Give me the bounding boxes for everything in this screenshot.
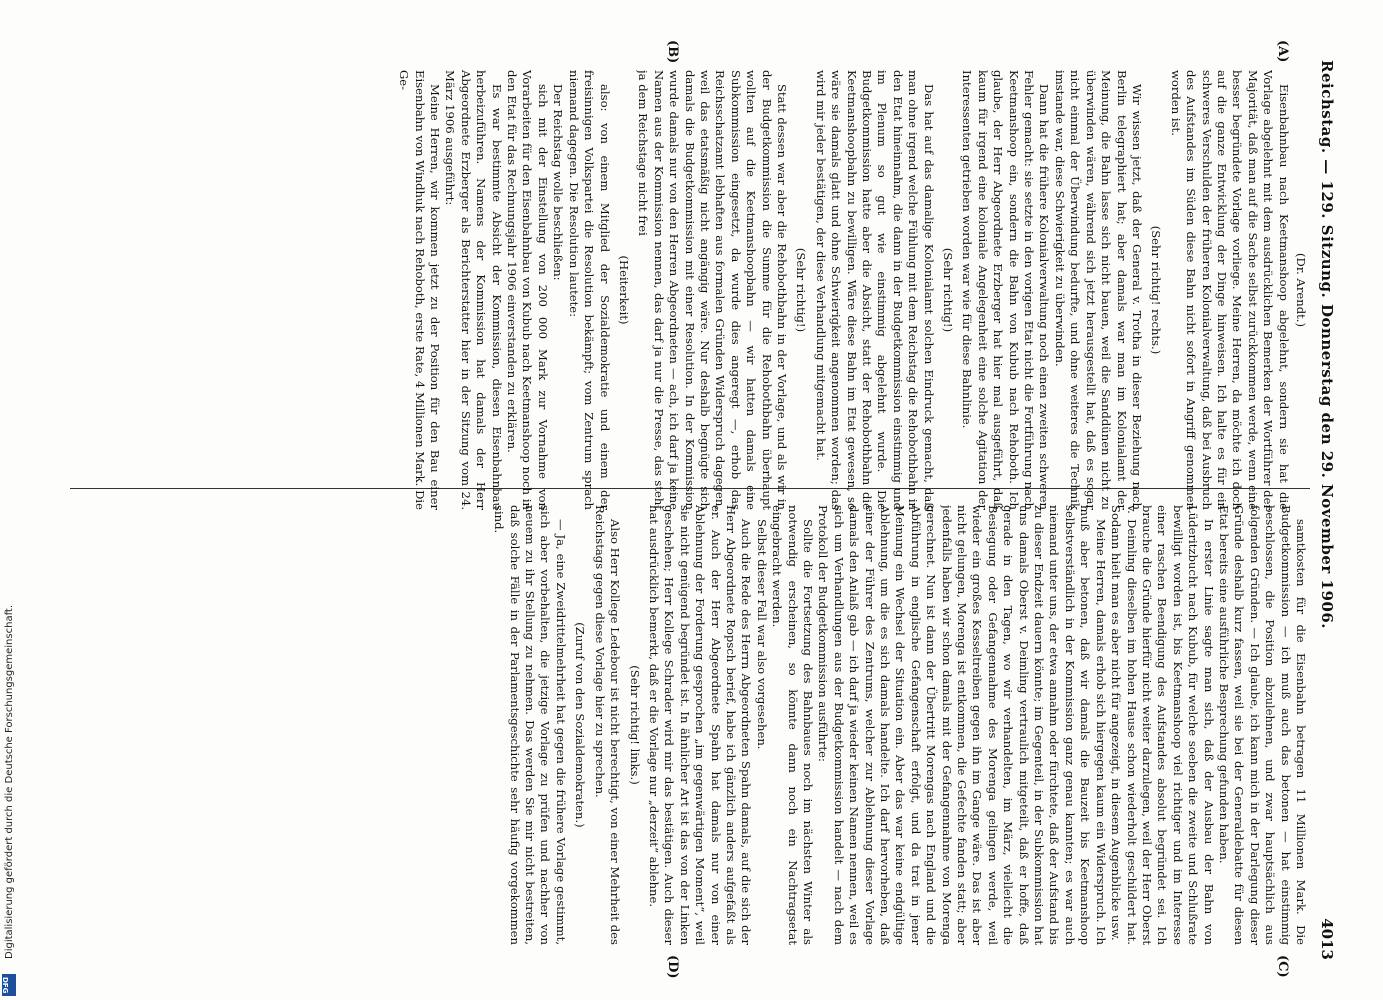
paragraph: Also Herr Kollege Ledebour ist nicht berechtigt, von einer Mehrheit des Reichstags gegen diese Vorlage hier zu sprechen. (592, 505, 623, 945)
quoted-paragraph: Meine Herren, wir kommen jetzt zu der Position für den Bau einer Eisenbahn von Windhuk nach Rehoboth, erste Rate, 4 Millionen Mark. Die Ge- (397, 70, 443, 510)
interjection: (Sehr richtig!) (941, 247, 956, 333)
margin-letter-d: (D) (665, 955, 680, 979)
page-header (1312, 20, 1336, 970)
paragraph: samtkosten für die Eisenbahn betragen 11 Millionen Mark. Die Budgetkommission — ich muß auch das betonen — hat einstimmig beschlossen, die Position abzulehnen, und zwar hauptsächlich aus folgenden Gründen. — Ich glaube, ich kann mich in der Darlegung dieser Gründe deshalb kurz fassen, weil sie bei der Generaldebatte für diesen Etat bereits eine ausführliche Besprechung gefunden haben. (1216, 505, 1308, 945)
interjection: (Heiterkeit) (616, 255, 631, 325)
paragraph: Meine Herren, damals erhob sich hiergegen kaum ein Widerspruch. Ich muß aber betonen, daß wir damals die Bauzeit bis Keetmanshoop selbstverständlich in der Kommission ganz genau kannten; es war auch niemand unter uns, der etwa annahm oder fürchtete, daß der Aufstand bis zu dieser Endzeit dauern könnte; im Gegenteil, in der Subkommission hat uns damals Oberst v. Deimling vertraulich mitgeteilt, daß er hoffe, daß gerade in den Tagen, wo wir verhandelten, im März, vielleicht die Besiegung oder Gefangennahme des Morenga gelingen werde, weil wieder ein großes Kesseltreiben gegen ihn im Gange wäre. Das ist aber nicht gelungen, Morenga ist entkommen, die Gefechte fanden statt; aber jedenfalls haben wir schon damals mit der Gefangennahme von Morenga gerechnet. Nun ist dann der Übertritt Morengas nach England und die Abführung in englische Gefangenschaft erfolgt, und da trat in jener Meinung ein Wechsel der Situation ein. Aber das war keine endgültige Ablehnung, um die es sich damals handelte. Ich darf hervorheben, daß einer der Führer des Zentrums, welcher zur Ablehnung dieser Vorlage damals den Anlaß gab — ich darf ja wieder keinen Namen nennen, weil es sich um Verhandlungen aus der Budgetkommission handelt — nach dem Protokoll der Budgetkommission ausführte: (816, 505, 1108, 945)
paragraph: Statt dessen war aber die Rehobothbahn in der Vorlage, und als wir in der Budgetkommission die Summe für die Rehobothbahn überhaupt wollten auf die Keetmanshoopbahn — wir hatten damals eine Subkommission eingesetzt, da wurde dies angeregt —, erhob das Reichsschatzamt lebhaften aus formalen Gründen Widerspruch dagegen, weil das etatsmäßig nicht angängig wäre. Nur deshalb begnügte sich damals die Budgetkommission mit einer Resolution. In der Kommission wurde damals nur von den Herren Abgeordneten — ach, ich darf ja keine Namen aus der Kommission nennen, das darf ja nur die Presse, das steht ja dem Reichstage nicht frei (636, 70, 789, 510)
dfg-logo: DFG (2, 974, 16, 996)
left-column (48, 70, 1308, 510)
right-column (48, 505, 1308, 945)
paragraph: Eisenbahnbau nach Keetmanshoop abgelehnt, sondern sie hat die Vorlage abgelehnt mit dem ausdrücklichen Bemerken der Wortführer der Majorität, daß man auf die Sache selbst zurückkommen werde, wenn eine besser begründete Vorlage vorliege. Meine Herren, da möchte ich doch auf die ganze Entwicklung der Dinge hinweisen. Ich halte es für ein schweres Verschulden der früheren Kolonialverwaltung, daß bei Ausbruch des Aufstandes im Süden diese Bahn nicht sofort in Angriff genommen worden ist. (1168, 70, 1291, 510)
paragraph: — Ja, eine Zweidrittelmehrheit hat gegen die frühere Vorlage gestimmt, sich aber vorbehalten, die jetzige Vorlage zu prüfen und nachher von neuem zu ihr Stellung zu nehmen. Das werden Sie mir nicht bestreiten, daß solche Fälle in der Parlamentsgeschichte sehr häufig vorgekommen sind. (492, 505, 568, 945)
interjection: (Sehr richtig! rechts.) (1149, 225, 1164, 355)
margin-letter-a: (A) (1275, 40, 1290, 63)
interjection: (Sehr richtig!) (794, 247, 809, 333)
paragraph: Selbst dieser Fall war also vorgesehen. (754, 519, 769, 750)
page-number: 4013 (1318, 918, 1336, 960)
margin-letter-c: (C) (1275, 955, 1290, 978)
paragraph: Das hat auf das damalige Kolonialamt solchen Eindruck gemacht, daß man ohne irgend welche Fühlung mit dem Reichstag die Rehobothbahn in den Etat hineinnahm, die dann in der Budgetkommission einstimmig und im Plenum so gut wie einstimmig abgelehnt wurde. Die Budgetkommission hatte aber die Absicht, statt der Rehobothbahn die Keetmanshoopbahn zu bewilligen. Wäre diese Bahn im Etat gewesen, so wäre sie damals glatt und ohne Schwierigkeit angenommen worden; das wird mir jeder bestätigen, der diese Verhandlung mitgemacht hat. (813, 70, 936, 510)
paragraph: Dann hat die frühere Kolonialverwaltung noch einen zweiten schweren Fehler gemacht: sie setzte in den vorigen Etat nicht die Fortführung nach Keetmanshoop ein, sondern die Bahn von Kubub nach Rehoboth. Ich glaube, der Herr Abgeordnete Erzberger hat hier mal ausgeführt, daß kaum für irgend eine koloniale Angelegenheit eine solche Agitation der Interessenten getrieben worden war wie für diese Bahnlinie. (960, 70, 1052, 510)
speaker-label: (Dr. Arendt.) (1294, 253, 1308, 327)
paragraph: Wir wissen jetzt, daß der General v. Trotha in dieser Beziehung nach Berlin telegraphiert hat; aber damals war man im Kolonialamt der Meinung, die Bahn lasse sich nicht bauen, weil die Sanddünen nicht zu überwinden wären, während sich jetzt herausgestellt hat, daß es sogar nicht einmal der Überwindung bedurfte, und ohne weiteres die Technik imstande war, diese Schwierigkeit zu überwinden. (1052, 70, 1144, 510)
margin-letter-b: (B) (665, 40, 680, 64)
paragraph: In erster Linie sagte man sich, daß der Ausbau der Bahn von Lüderitzbucht nach Kubub, für welche soeben die zweite und Schlußrate bewilligt worden ist, bis Keetmanshoop viel richtiger und im Interesse einer raschen Beendigung des Aufstandes absolut begründet sei. Ich brauche die Gründe hierfür nicht weiter darzulegen, weil der Herr Oberst v. Deimling dieselben im hohen Hause schon wiederholt geschildert hat. Sodann hielt man es aber nicht für angezeigt, in diesem Augenblicke usw. (1109, 505, 1216, 945)
paragraph: Es war bestimmte Absicht der Kommission, diesen Eisenbahnbau herbeizuführen. Namens der Kommission hat damals der Herr Abgeordnete Erzberger als Berichterstatter hier in der Sitzung vom 24. März 1906 ausgeführt: (443, 70, 504, 510)
interjection: (Sehr richtig! links.) (627, 665, 642, 785)
quoted-paragraph: Sollte die Fortsetzung des Bahnbaues noch im nächsten Winter als notwendig erscheinen, so könnte dann noch ein Nachtragsetat eingebracht werden. (770, 505, 815, 945)
paragraph: Auch die Rede des Herrn Abgeordneten Spahn damals, auf die sich der Herr Abgeordnete Ropsch berief, habe ich gänzlich anders aufgefaßt als er. Auch der Herr Abgeordnete Spahn hat damals nur von einer Ablehnung der Forderung gesprochen „im gegenwärtigen Moment“, weil sie nicht genügend begründet ist. In ähnlicher Art ist das von der Linken geschehen; Herr Kollege Schrader wird mir das bestätigen. Auch dieser hat ausdrücklich bemerkt, daß er die Vorlage nur „derzeit“ ablehne. (646, 505, 754, 945)
quoted-resolution: sich mit der Einstellung von 200 000 Mark zur Vornahme von Vorarbeiten für den Eisenbahnbau von Kubub nach Keetmanshoop noch in den Etat für das Rechnungsjahr 1906 einverstanden zu erklären. (505, 70, 550, 510)
paragraph: Der Reichstag wolle beschließen: (551, 84, 566, 281)
credit-text: Digitalisierung gefördert durch die Deutsche Forschungsgemeinschaft. (4, 604, 15, 959)
interjection: (Zuruf von den Sozialdemokraten.) (573, 622, 588, 828)
page-title: Reichstag. — 129. Sitzung. Donnerstag den 29. November 1906. (1318, 60, 1336, 629)
rotated-page-content (10, 0, 1340, 990)
paragraph: also: von einem Mitglied der Sozialdemokratie und einem der freisinnigen Volkspartei die Resolution bekämpft; vom Zentrum sprach niemand dagegen. Die Resolution lautete: (566, 70, 612, 510)
